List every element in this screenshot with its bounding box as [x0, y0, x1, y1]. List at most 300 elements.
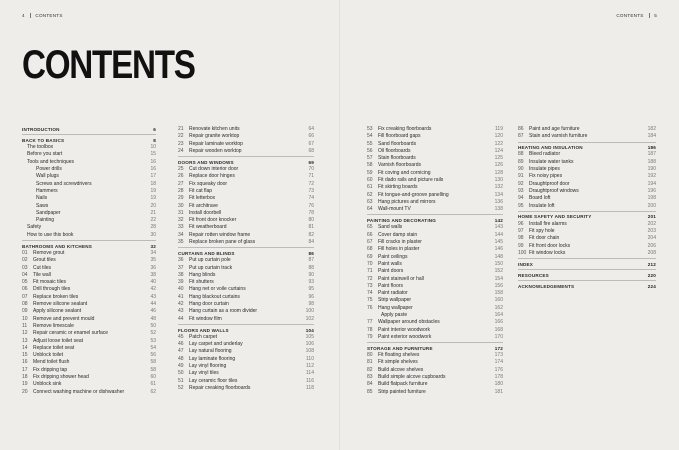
section-divider [178, 156, 314, 157]
section-title: HEATING AND INSULATION [518, 145, 583, 151]
entry-title: Fit skirting boards [378, 184, 418, 191]
page-number: 182 [647, 126, 656, 132]
entry-number: 39 [178, 279, 184, 286]
page-number: 72 [308, 180, 314, 187]
entry-number: 24 [178, 147, 184, 154]
page-number: 126 [494, 162, 503, 169]
toc-entry [367, 297, 503, 304]
toc-entry [367, 206, 503, 213]
toc-entry [367, 359, 503, 366]
toc-entry [518, 243, 656, 250]
page-number: 146 [494, 246, 503, 253]
section-title: INDEX [518, 261, 534, 267]
page-number: 64 [308, 126, 314, 132]
entry-number: 95 [518, 202, 524, 209]
page-number: 160 [494, 297, 503, 304]
page-number: 61 [150, 381, 156, 388]
toc-entry [178, 378, 314, 385]
entry-title: Drill through tiles [33, 286, 71, 293]
page-number: 178 [494, 373, 503, 380]
entry-title: Fit dado rails and picture rails [378, 177, 444, 184]
entry-title: Build flatpack furniture [378, 381, 428, 388]
section-title: STORAGE AND FURNITURE [367, 345, 433, 351]
toc-entry [22, 159, 156, 166]
entry-title: Paint and age furniture [529, 126, 580, 132]
toc-section [518, 261, 656, 268]
toc-entry [178, 195, 314, 202]
entry-number: 46 [178, 341, 184, 348]
header-divider [30, 13, 31, 18]
toc-entry [22, 359, 156, 366]
entry-title: Lay vinyl tiles [189, 370, 219, 377]
toc-section [22, 243, 156, 250]
entry-title: Fit coving and cornicing [378, 169, 431, 176]
entry-number: 55 [367, 140, 373, 147]
entry-title: Fit cat flap [189, 187, 213, 194]
page-number: 138 [494, 206, 503, 213]
toc-entry [518, 173, 656, 180]
entry-number: 01 [22, 249, 28, 256]
toc-entry [367, 381, 503, 388]
entry-title: Paint ceilings [378, 253, 408, 260]
toc-entry [518, 250, 656, 257]
page-number: 82 [308, 231, 314, 238]
entry-number: 92 [518, 180, 524, 187]
entry-title: Bleed radiator [529, 151, 561, 158]
entry-number: 66 [367, 231, 373, 238]
toc-section [22, 126, 156, 133]
entry-number: 62 [367, 191, 373, 198]
page-number: 105 [305, 333, 314, 340]
entry-title: Fit window locks [529, 249, 566, 256]
entry-title: Hang net or voile curtains [189, 286, 246, 293]
page-number: 158 [494, 290, 503, 297]
entry-number: 68 [367, 246, 373, 253]
entry-title: How to use this book [27, 231, 74, 238]
entry-title: Sand walls [378, 224, 403, 231]
page-number: 132 [494, 184, 503, 191]
toc-entry [22, 203, 156, 210]
section-divider [22, 240, 156, 241]
entry-number: 58 [367, 162, 373, 169]
toc-entry [178, 217, 314, 224]
entry-title: Unblock sink [33, 381, 62, 388]
page-number: 118 [306, 384, 314, 391]
entry-title: Repair granite worktop [189, 133, 240, 140]
page-number: 28 [150, 224, 156, 231]
entry-title: Hang pictures and mirrors [378, 198, 436, 205]
entry-title: Fix dripping tap [33, 366, 68, 373]
entry-number: 13 [22, 337, 28, 344]
page-number: 38 [150, 271, 156, 278]
page-number: 46 [150, 308, 156, 315]
entry-number: 61 [367, 184, 373, 191]
toc-entry [518, 159, 656, 166]
page-number: 164 [494, 312, 503, 319]
entry-title: Fit tongue-and-groove panelling [378, 191, 449, 198]
entry-number: 20 [22, 388, 28, 395]
entry-title: Replace broken tiles [33, 293, 79, 300]
page-number: 80 [308, 217, 314, 224]
book-gutter [339, 0, 340, 450]
entry-number: 49 [178, 362, 184, 369]
toc-entry [178, 363, 314, 370]
header-divider [649, 13, 650, 18]
entry-number: 48 [178, 355, 184, 362]
entry-number: 81 [367, 359, 373, 366]
entry-number: 12 [22, 330, 28, 337]
entry-title: Saws [36, 202, 49, 209]
toc-entry [367, 327, 503, 334]
page-number: 142 [494, 218, 503, 224]
entry-number: 75 [367, 297, 373, 304]
entry-number: 78 [367, 326, 373, 333]
entry-title: Repair laminate worktop [189, 140, 243, 147]
entry-title: Tile wall [33, 271, 51, 278]
page-number: 43 [150, 293, 156, 300]
entry-number: 03 [22, 264, 28, 271]
toc-entry [518, 195, 656, 202]
section-divider [518, 258, 656, 259]
entry-title: Repair ceramic or enamel surface [33, 330, 109, 337]
toc-entry [178, 294, 314, 301]
entry-title: Insulate pipes [529, 166, 560, 173]
toc-section [178, 327, 314, 334]
toc-entry [367, 261, 503, 268]
page-number: 120 [494, 133, 503, 140]
toc-entry [367, 254, 503, 261]
entry-number: 74 [367, 290, 373, 297]
toc-entry [518, 188, 656, 195]
toc-entry [22, 381, 156, 388]
entry-title: Remove silicone sealant [33, 301, 88, 308]
entry-title: Strip painted furniture [378, 388, 426, 395]
entry-title: Hang blackout curtains [189, 293, 240, 300]
page-number: 166 [494, 319, 503, 326]
page-number: 203 [647, 228, 656, 235]
entry-title: Remove limescale [33, 322, 74, 329]
entry-number: 93 [518, 187, 524, 194]
page-number: 71 [308, 173, 314, 180]
page-number: 81 [308, 224, 314, 231]
running-header-right [616, 13, 657, 18]
entry-number: 54 [367, 133, 373, 140]
page-number: 172 [494, 345, 503, 351]
entry-title: Lay vinyl flooring [189, 362, 227, 369]
entry-number: 60 [367, 177, 373, 184]
page-number: 86 [308, 250, 314, 256]
page-number: 4 [22, 13, 25, 18]
toc-section [518, 144, 656, 151]
page-number: 44 [150, 301, 156, 308]
entry-number: 67 [367, 239, 373, 246]
toc-column-1 [22, 126, 156, 396]
entry-number: 64 [367, 206, 373, 213]
section-title: FLOORS AND WALLS [178, 327, 229, 333]
entry-title: Hang curtain as a room divider [189, 308, 258, 315]
page-number: 202 [647, 220, 656, 227]
entry-title: Board loft [529, 195, 551, 202]
entry-title: Cut down interior door [189, 166, 239, 173]
entry-number: 53 [367, 126, 373, 132]
toc-entry [178, 166, 314, 173]
entry-title: Install doorbell [189, 209, 222, 216]
entry-number: 42 [178, 301, 184, 308]
toc-entry [22, 232, 156, 239]
section-title: PAINTING AND DECORATING [367, 218, 437, 224]
toc-entry [22, 323, 156, 330]
page-number: 187 [647, 151, 656, 158]
toc-entry [367, 246, 503, 253]
page-number: 17 [150, 173, 156, 180]
page-number: 148 [494, 253, 503, 260]
entry-title: Hang door curtain [189, 301, 229, 308]
entry-title: Power drills [36, 166, 62, 173]
page-number: 88 [308, 264, 314, 271]
entry-number: 06 [22, 286, 28, 293]
entry-number: 14 [22, 344, 28, 351]
page-number: 30 [150, 231, 156, 238]
entry-title: Cut tiles [33, 264, 52, 271]
page-number: 212 [647, 261, 656, 267]
page-number: 76 [308, 202, 314, 209]
toc-entry [367, 162, 503, 169]
entry-number: 44 [178, 315, 184, 322]
toc-section [518, 213, 656, 220]
toc-entry [178, 316, 314, 323]
entry-number: 09 [22, 308, 28, 315]
entry-number: 71 [367, 268, 373, 275]
entry-title: Nails [36, 195, 48, 202]
page-title: CONTENTS [22, 43, 195, 87]
toc-entry [178, 308, 314, 315]
toc-entry [518, 133, 656, 140]
running-title: CONTENTS [35, 13, 63, 18]
page-number: 122 [494, 140, 503, 147]
entry-title: Fit floating shelves [378, 352, 420, 359]
entry-number: 87 [518, 133, 524, 140]
entry-title: Paint doors [378, 268, 404, 275]
entry-title: Remove grout [33, 249, 65, 256]
entry-number: 08 [22, 301, 28, 308]
entry-title: Safety [27, 224, 42, 231]
page-number: 194 [647, 180, 656, 187]
entry-number: 82 [367, 366, 373, 373]
page-number: 18 [150, 180, 156, 187]
entry-title: Replace door hinges [189, 173, 235, 180]
toc-column-4 [518, 126, 656, 290]
section-divider [367, 342, 503, 343]
toc-column-2 [178, 126, 314, 392]
toc-entry [22, 286, 156, 293]
toc-entry [178, 265, 314, 272]
page-number: 208 [647, 249, 656, 256]
page-number: 144 [494, 231, 503, 238]
entry-number: 11 [22, 322, 28, 329]
section-title: CURTAINS AND BLINDS [178, 250, 235, 256]
entry-number: 70 [367, 260, 373, 267]
page-number: 32 [150, 243, 156, 249]
entry-title: Build simple alcove cupboards [378, 373, 446, 380]
page-number: 50 [150, 322, 156, 329]
page-number: 6 [153, 127, 156, 132]
toc-entry [178, 348, 314, 355]
toc-column-3 [367, 126, 503, 396]
toc-entry [178, 272, 314, 279]
entry-number: 80 [367, 352, 373, 359]
toc-entry [367, 312, 503, 319]
entry-number: 100 [518, 249, 527, 256]
toc-entry [178, 257, 314, 264]
entry-title: Paint exterior woodwork [378, 333, 432, 340]
entry-title: Patch carpet [189, 333, 218, 340]
entry-number: 90 [518, 166, 524, 173]
entry-number: 34 [178, 231, 184, 238]
toc-entry [367, 170, 503, 177]
toc-entry [367, 148, 503, 155]
toc-entry [22, 301, 156, 308]
toc-entry [367, 290, 503, 297]
toc-entry [178, 334, 314, 341]
entry-number: 99 [518, 242, 524, 249]
section-divider [518, 142, 656, 143]
entry-title: Build alcove shelves [378, 366, 424, 373]
toc-entry [22, 272, 156, 279]
entry-title: Repair wooden worktop [189, 147, 242, 154]
entry-title: Strip wallpaper [378, 297, 412, 304]
entry-number: 26 [178, 173, 184, 180]
page-number: 184 [647, 133, 656, 140]
page-number: 90 [308, 271, 314, 278]
entry-title: Fix squeaky door [189, 180, 228, 187]
page-number: 62 [150, 388, 156, 395]
page-number: 112 [306, 362, 314, 369]
page-number: 58 [150, 359, 156, 366]
entry-title: Sand floorboards [378, 140, 417, 147]
entry-number: 19 [22, 381, 28, 388]
toc-entry [22, 374, 156, 381]
toc-section [178, 250, 314, 257]
toc-entry [367, 133, 503, 140]
entry-title: Fix noisy pipes [529, 173, 563, 180]
page-number: 40 [150, 279, 156, 286]
toc-entry [22, 345, 156, 352]
entry-number: 76 [367, 304, 373, 311]
page-number: 16 [150, 158, 156, 165]
entry-title: Apply silicone sealant [33, 308, 82, 315]
entry-title: Lay natural flooring [189, 348, 232, 355]
toc-entry [22, 279, 156, 286]
entry-number: 02 [22, 257, 28, 264]
entry-number: 65 [367, 224, 373, 231]
running-header-left [22, 13, 63, 18]
page-number: 87 [308, 257, 314, 264]
entry-title: Unblock toilet [33, 352, 64, 359]
entry-title: Remove and prevent mould [33, 315, 95, 322]
toc-entry [367, 276, 503, 283]
toc-entry [367, 192, 503, 199]
page-number: 152 [494, 268, 503, 275]
page-number: 134 [494, 191, 503, 198]
toc-entry [518, 166, 656, 173]
page-number: 156 [494, 282, 503, 289]
entry-title: Screws and screwdrivers [36, 180, 92, 187]
entry-title: Install fire alarms [529, 220, 567, 227]
toc-entry [178, 301, 314, 308]
toc-entry [22, 330, 156, 337]
entry-number: 25 [178, 166, 184, 173]
section-divider [367, 214, 503, 215]
toc-entry [22, 338, 156, 345]
entry-number: 96 [518, 220, 524, 227]
toc-entry [178, 133, 314, 140]
page-number: 145 [494, 239, 503, 246]
entry-title: Hang wallpaper [378, 304, 413, 311]
page-number: 21 [150, 209, 156, 216]
section-title: ACKNOWLEDGEMENTS [518, 283, 575, 289]
entry-number: 04 [22, 271, 28, 278]
entry-number: 85 [367, 388, 373, 395]
entry-number: 77 [367, 319, 373, 326]
entry-number: 27 [178, 180, 184, 187]
toc-entry [367, 177, 503, 184]
page-number: 22 [150, 217, 156, 224]
entry-title: Fill cracks in plaster [378, 239, 422, 246]
toc-section [367, 217, 503, 224]
entry-title: Fill floorboard gaps [378, 133, 421, 140]
entry-number: 88 [518, 151, 524, 158]
page-number: 102 [305, 315, 314, 322]
page-number: 108 [305, 348, 314, 355]
toc-entry [22, 294, 156, 301]
entry-title: Fit front door locks [529, 242, 571, 249]
page-number: 42 [150, 286, 156, 293]
page-number: 196 [647, 187, 656, 194]
entry-number: 98 [518, 235, 524, 242]
toc-entry [518, 221, 656, 228]
toc-entry [22, 389, 156, 396]
entry-number: 23 [178, 140, 184, 147]
section-divider [518, 280, 656, 281]
entry-number: 52 [178, 384, 184, 391]
toc-section [367, 345, 503, 352]
section-title: HOME SAFETY AND SECURITY [518, 214, 592, 220]
entry-number: 72 [367, 275, 373, 282]
entry-number: 10 [22, 315, 28, 322]
entry-number: 59 [367, 169, 373, 176]
page-number: 19 [150, 187, 156, 194]
entry-title: Fit letterbox [189, 195, 216, 202]
page-number: 104 [305, 327, 314, 333]
page-number: 36 [150, 264, 156, 271]
page-number: 176 [494, 366, 503, 373]
page-number: 110 [306, 355, 314, 362]
page-number: 200 [647, 202, 656, 209]
toc-entry [367, 305, 503, 312]
page-number: 10 [150, 144, 156, 151]
toc-entry [367, 352, 503, 359]
toc-entry [518, 228, 656, 235]
toc-section [178, 159, 314, 166]
toc-entry [22, 257, 156, 264]
page-number: 201 [647, 214, 656, 220]
toc-entry [518, 235, 656, 242]
toc-entry [367, 389, 503, 396]
entry-title: Fit simple shelves [378, 359, 418, 366]
entry-title: Wall plugs [36, 173, 59, 180]
page-number: 154 [494, 275, 503, 282]
entry-number: 22 [178, 133, 184, 140]
